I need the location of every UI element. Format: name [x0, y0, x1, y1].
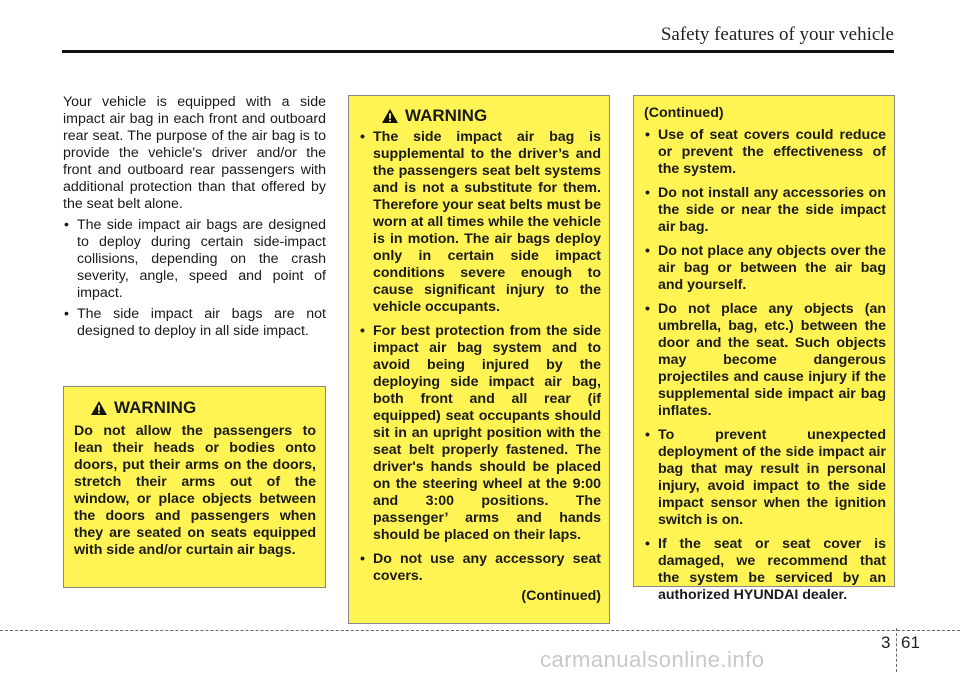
warning-body: Do not allow the passengers to lean their heads or bodies onto doors, put their arms on the doors, stretch their arms out of the window, or place objects between the doors and passengers when they are seated on seats equipped with side and/or curtain air bags. — [74, 423, 316, 558]
chapter-number: 3 — [881, 633, 891, 652]
warning-bullet: • Do not place any objects over the air bag or between the air bag and yourself. — [644, 243, 886, 294]
header-rule — [62, 50, 894, 53]
intro-paragraph: Your vehicle is equipped with a side impact air bag in each front and outboard rear seat. The purpose of the air bag is to provide the vehicle's driver and/or the front and outboard rear passengers with additional protection than that offered by the seat belt alone. — [63, 94, 326, 212]
header-title: Safety features of your vehicle — [660, 24, 894, 45]
warning-bullet: • Use of seat covers could reduce or prevent the effectiveness of the system. — [644, 127, 886, 178]
intro-bullet: • The side impact air bags are not designed to deploy in all side impact. — [63, 306, 326, 340]
warning-bullet: • Do not install any accessories on the side or near the side impact air bag. — [644, 185, 886, 236]
warning-box-side-airbag — [348, 95, 610, 624]
warning-bullet: • If the seat or seat cover is damaged, we recommend that the system be serviced by an authorized HYUNDAI dealer. — [644, 536, 886, 604]
page-separator — [896, 628, 897, 672]
intro-section — [63, 94, 326, 344]
warning-title: WARNING — [114, 398, 197, 417]
warning-heading — [90, 399, 316, 416]
warning-box-doors — [63, 386, 326, 588]
warning-triangle-icon — [90, 400, 108, 416]
watermark: carmanualsonline.info — [540, 647, 765, 672]
warning-bullet: • To prevent unexpected deployment of the side impact air bag that may result in personal injury, avoid impact to the side impact sensor when the ignition switch is on. — [644, 427, 886, 529]
continued-label: (Continued) — [521, 588, 601, 604]
warning-bullets — [644, 127, 886, 604]
warning-box-continued — [633, 95, 895, 603]
warning-bullet: • Do not use any accessory seat covers. — [359, 551, 601, 585]
warning-heading — [381, 107, 601, 124]
footer-divider — [0, 630, 960, 631]
warning-bullets — [359, 129, 601, 585]
warning-triangle-icon — [381, 108, 399, 124]
warning-bullet: • Do not place any objects (an umbrella, bag, etc.) between the door and the seat. Such objects may become dangerous projectiles and cause injury if the supplemental side impact air bag inflates. — [644, 301, 886, 420]
continued-label: (Continued) — [644, 105, 724, 121]
intro-bullets — [63, 217, 326, 340]
intro-bullet: • The side impact air bags are designed to deploy during certain side-impact collisions, depending on the crash severity, angle, speed and point of impact. — [63, 217, 326, 302]
page-number: 61 — [901, 633, 920, 652]
warning-title: WARNING — [405, 106, 488, 125]
warning-bullet: • The side impact air bag is supplemental to the driver’s and the passengers seat belt systems and is not a substitute for them. Therefore your seat belts must be worn at all times while the vehicle is in motion. The air bags deploy only in certain side impact conditions severe enough to cause significant injury to the vehicle occupants. — [359, 129, 601, 316]
warning-bullet: • For best protection from the side impact air bag system and to avoid being injured by the deploying side impact air bag, both front and all rear (if equipped) seat occupants should sit in an upright position with the seat belt properly fastened. The driver's hands should be placed on the steering wheel at the 9:00 and 3:00 positions. The passenger’ arms and hands should be placed on their laps. — [359, 323, 601, 544]
